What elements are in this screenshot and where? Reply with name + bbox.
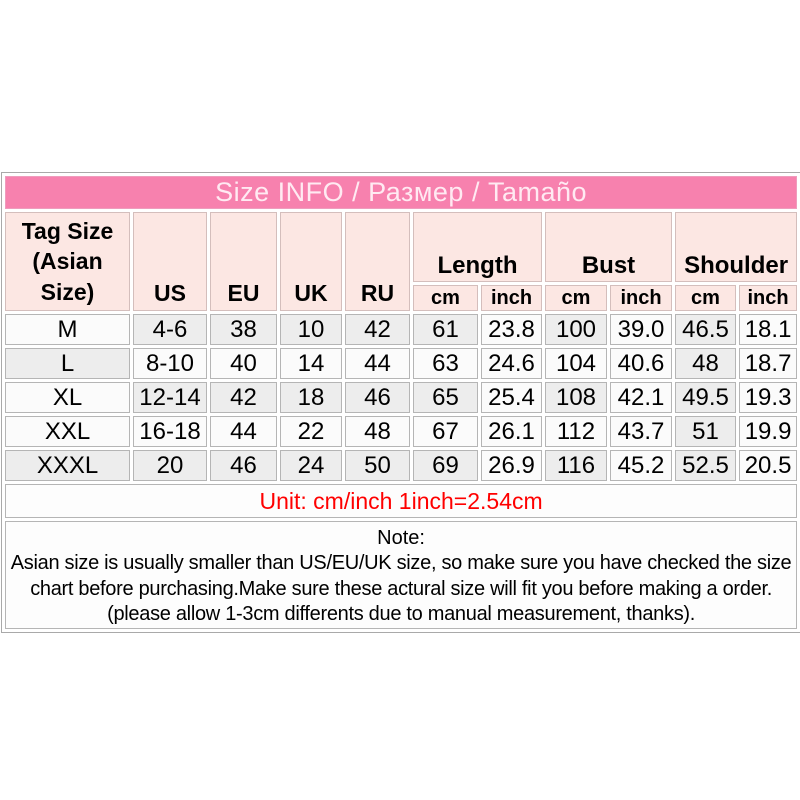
length-cm-cell: 65 — [413, 382, 478, 413]
length-cm-cell: 69 — [413, 450, 478, 481]
shoulder-inch-cell: 19.3 — [739, 382, 797, 413]
tag-size-cell: L — [5, 348, 130, 379]
table-row-l — [5, 348, 797, 379]
length-inch-cell: 24.6 — [481, 348, 542, 379]
table-row-xxl — [5, 416, 797, 447]
tag-size-header-line1: Tag Size — [21, 217, 114, 244]
bust-inch-cell: 43.7 — [610, 416, 672, 447]
ru-size-cell: 48 — [345, 416, 410, 447]
shoulder-cm-cell: 51 — [675, 416, 736, 447]
header-row-main — [5, 212, 797, 282]
shoulder-cm-cell: 46.5 — [675, 314, 736, 345]
bust-inch-cell: 42.1 — [610, 382, 672, 413]
us-size-cell: 20 — [133, 450, 207, 481]
table-row-m — [5, 314, 797, 345]
us-size-cell: 8-10 — [133, 348, 207, 379]
ru-size-cell: 44 — [345, 348, 410, 379]
length-inch-cell: 26.9 — [481, 450, 542, 481]
bust-header: Bust — [545, 212, 672, 282]
bust-cm-cell: 112 — [545, 416, 607, 447]
note-cell — [5, 521, 797, 629]
ru-size-header: RU — [345, 212, 410, 311]
table-row-xxxl — [5, 450, 797, 481]
bust-cm-header: cm — [545, 285, 607, 311]
eu-size-cell: 44 — [210, 416, 277, 447]
table-title: Size INFO / Размер / Tamaño — [5, 176, 797, 209]
shoulder-header: Shoulder — [675, 212, 797, 282]
tag-size-cell: XXL — [5, 416, 130, 447]
bust-inch-cell: 45.2 — [610, 450, 672, 481]
size-chart-table — [1, 172, 800, 633]
length-inch-cell: 23.8 — [481, 314, 542, 345]
uk-size-cell: 18 — [280, 382, 342, 413]
eu-size-cell: 46 — [210, 450, 277, 481]
eu-size-header: EU — [210, 212, 277, 311]
note-body: Asian size is usually smaller than US/EU/UK size, so make sure you have checked the size chart before purchasing.Make sure these actural size will fit you before making a order.(please allow 1-3cm differents due to manual measurement, thanks). — [10, 552, 792, 626]
tag-size-cell: XXXL — [5, 450, 130, 481]
note-row — [5, 521, 797, 629]
us-size-header: US — [133, 212, 207, 311]
unit-note: Unit: cm/inch 1inch=2.54cm — [5, 484, 797, 518]
ru-size-cell: 42 — [345, 314, 410, 345]
shoulder-cm-cell: 49.5 — [675, 382, 736, 413]
ru-size-cell: 50 — [345, 450, 410, 481]
shoulder-inch-cell: 18.1 — [739, 314, 797, 345]
shoulder-cm-cell: 48 — [675, 348, 736, 379]
bust-cm-cell: 108 — [545, 382, 607, 413]
bust-cm-cell: 100 — [545, 314, 607, 345]
shoulder-inch-cell: 18.7 — [739, 348, 797, 379]
table-row-xl — [5, 382, 797, 413]
bust-inch-header: inch — [610, 285, 672, 311]
length-cm-cell: 61 — [413, 314, 478, 345]
tag-size-header — [5, 212, 130, 311]
length-cm-cell: 67 — [413, 416, 478, 447]
eu-size-cell: 40 — [210, 348, 277, 379]
unit-row — [5, 484, 797, 518]
length-header: Length — [413, 212, 542, 282]
uk-size-cell: 14 — [280, 348, 342, 379]
bust-cm-cell: 104 — [545, 348, 607, 379]
shoulder-cm-header: cm — [675, 285, 736, 311]
length-cm-cell: 63 — [413, 348, 478, 379]
tag-size-cell: XL — [5, 382, 130, 413]
note-heading: Note: — [377, 527, 425, 549]
length-inch-cell: 25.4 — [481, 382, 542, 413]
eu-size-cell: 38 — [210, 314, 277, 345]
us-size-cell: 4-6 — [133, 314, 207, 345]
uk-size-cell: 22 — [280, 416, 342, 447]
length-inch-header: inch — [481, 285, 542, 311]
ru-size-cell: 46 — [345, 382, 410, 413]
bust-cm-cell: 116 — [545, 450, 607, 481]
shoulder-inch-cell: 19.9 — [739, 416, 797, 447]
shoulder-inch-header: inch — [739, 285, 797, 311]
length-cm-header: cm — [413, 285, 478, 311]
tag-size-header-line3: Size) — [40, 278, 95, 305]
us-size-cell: 12-14 — [133, 382, 207, 413]
uk-size-header: UK — [280, 212, 342, 311]
bust-inch-cell: 40.6 — [610, 348, 672, 379]
uk-size-cell: 10 — [280, 314, 342, 345]
uk-size-cell: 24 — [280, 450, 342, 481]
title-row — [5, 176, 797, 209]
tag-size-cell: M — [5, 314, 130, 345]
eu-size-cell: 42 — [210, 382, 277, 413]
shoulder-cm-cell: 52.5 — [675, 450, 736, 481]
shoulder-inch-cell: 20.5 — [739, 450, 797, 481]
bust-inch-cell: 39.0 — [610, 314, 672, 345]
tag-size-header-line2: (Asian — [32, 248, 103, 275]
us-size-cell: 16-18 — [133, 416, 207, 447]
length-inch-cell: 26.1 — [481, 416, 542, 447]
